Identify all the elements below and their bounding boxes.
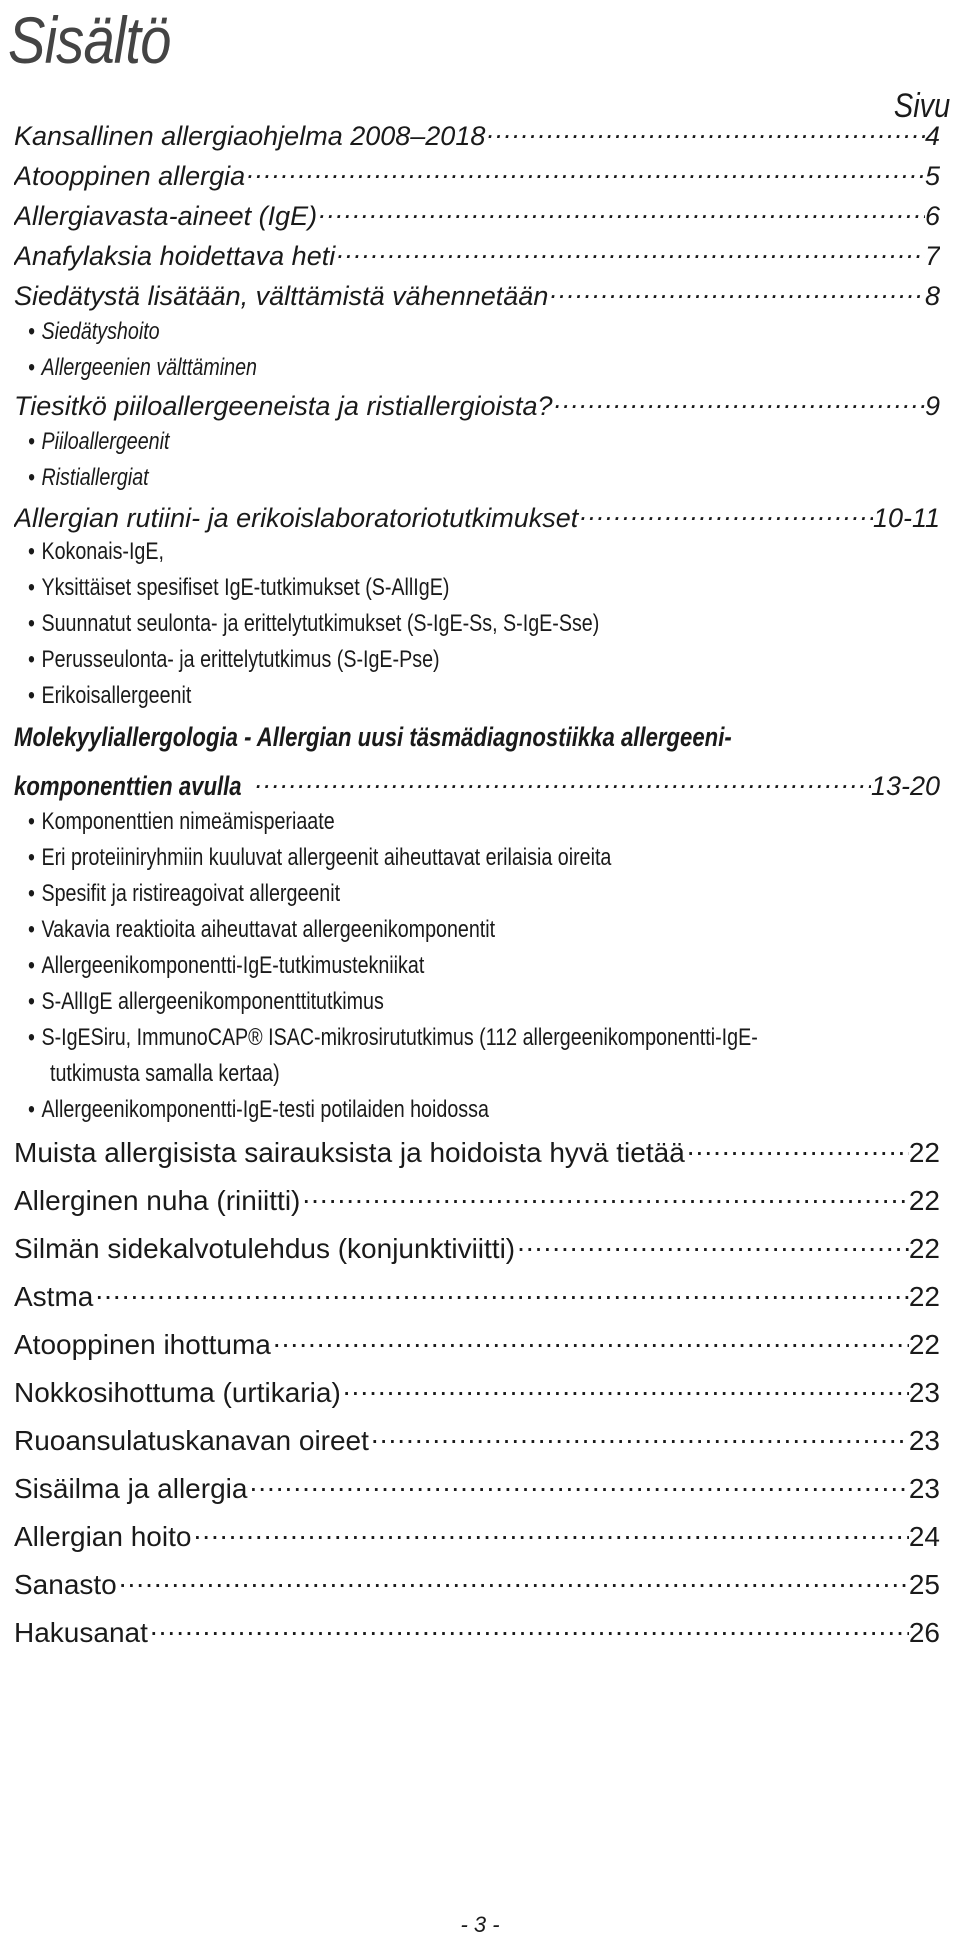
bullet-icon: • (28, 354, 35, 381)
toc-subitem-label: Erikoisallergeenit (41, 682, 192, 709)
toc-entry[interactable] (14, 1518, 940, 1553)
toc-subitem (28, 808, 335, 836)
toc-subitem-continuation (50, 1060, 280, 1088)
toc-subitem-label: Komponenttien nimeämisperiaate (41, 808, 335, 835)
toc-entry-title: Silmän sidekalvotulehdus (konjunktiviitti) (14, 1233, 516, 1264)
toc-entry-title: Muista allergisista sairauksista ja hoidoista hyvä tietää (14, 1137, 685, 1168)
toc-entry[interactable] (14, 388, 940, 422)
bullet-icon: • (28, 880, 35, 907)
toc-subitem (28, 844, 611, 872)
toc-entry-page: 23 (908, 1473, 940, 1504)
toc-subitem (28, 318, 160, 346)
toc-subitem-label: Perusseulonta- ja erittelytutkimus (S-IgE-Pse) (41, 646, 440, 673)
toc-entry-title: Hakusanat (14, 1617, 148, 1648)
toc-leader-dots (515, 1230, 909, 1258)
toc-entry-title-line2: komponenttien avulla (14, 771, 242, 801)
toc-entry-page: 9 (924, 391, 940, 421)
toc-entry-title: Siedätystä lisätään, välttämistä vähennetään (14, 281, 549, 311)
toc-subitem (28, 988, 384, 1016)
toc-entry[interactable] (14, 1566, 940, 1601)
toc-subitem-label: Eri proteiiniryhmiin kuuluvat allergeenit aiheuttavat erilaisia oireita (41, 844, 612, 871)
toc-entry-title: Ruoansulatuskanavan oireet (14, 1425, 369, 1456)
toc-entry[interactable] (14, 1278, 940, 1313)
toc-subitem (28, 610, 599, 638)
bullet-icon: • (28, 1096, 35, 1123)
page-column-header: Sivu (893, 87, 950, 125)
toc-entry-page: 10-11 (872, 503, 940, 533)
toc-subitem-label: Allergeenikomponentti-IgE-testi potilaiden hoidossa (41, 1096, 489, 1123)
bullet-icon: • (28, 464, 35, 491)
toc-entry-title: Atooppinen allergia (14, 161, 246, 191)
toc-subitem-label: S-IgESiru, ImmunoCAP® ISAC-mikrosirututkimus (112 allergeenikomponentti-IgE- (41, 1024, 758, 1051)
toc-leader-dots (254, 768, 871, 795)
toc-entry-page: 23 (908, 1425, 940, 1456)
toc-subitem-label: Piiloallergeenit (41, 428, 170, 455)
toc-entry-page: 8 (924, 281, 940, 311)
toc-subitem-label: Spesifit ja ristireagoivat allergeenit (41, 880, 341, 907)
bullet-icon: • (28, 428, 35, 455)
toc-leader-dots (341, 1374, 909, 1402)
toc-leader-dots (148, 1614, 909, 1642)
toc-leader-dots (191, 1518, 908, 1546)
toc-subitem (28, 354, 257, 382)
toc-subitem (28, 880, 340, 908)
toc-entry[interactable] (14, 158, 940, 192)
toc-subitem-label: Allergeenien välttäminen (41, 354, 257, 381)
bullet-icon: • (28, 610, 35, 637)
toc-leader-dots (548, 278, 925, 305)
toc-entry-title: Astma (14, 1281, 94, 1312)
bullet-icon: • (28, 574, 35, 601)
toc-entry-page: 23 (908, 1377, 940, 1408)
toc-entry[interactable] (14, 1134, 940, 1169)
toc-entry-page: 6 (924, 201, 940, 231)
toc-entry-page: 22 (908, 1137, 940, 1168)
toc-subitem (28, 1024, 758, 1052)
toc-entry[interactable] (14, 1326, 940, 1361)
toc-subitem-label: Suunnatut seulonta- ja erittelytutkimukset (S-IgE-Ss, S-IgE-Sse) (41, 610, 600, 637)
toc-entry-page: 7 (924, 241, 940, 271)
bullet-icon: • (28, 952, 35, 979)
toc-entry[interactable] (14, 1374, 940, 1409)
toc-entry-title: Sanasto (14, 1569, 117, 1600)
toc-entry[interactable] (14, 1182, 940, 1217)
toc-entry[interactable] (14, 1230, 940, 1265)
toc-subitem-label: Yksittäiset spesifiset IgE-tutkimukset (S-AllIgE) (41, 574, 450, 601)
toc-subitem (28, 464, 149, 492)
toc-leader-dots (247, 1470, 908, 1498)
toc-entry[interactable] (14, 278, 940, 312)
toc-leader-dots (685, 1134, 909, 1162)
bullet-icon: • (28, 988, 35, 1015)
toc-entry[interactable] (14, 768, 940, 802)
toc-subitem (28, 646, 440, 674)
toc-leader-dots (317, 198, 925, 225)
toc-entry[interactable] (14, 1614, 940, 1649)
toc-entry-page: 13-20 (870, 771, 940, 801)
bullet-icon: • (28, 808, 35, 835)
toc-leader-dots (578, 500, 873, 527)
toc-subitem (28, 952, 424, 980)
toc-leader-dots (245, 158, 925, 185)
toc-subitem-label: Siedätyshoito (41, 318, 160, 345)
toc-entry-page: 22 (908, 1233, 940, 1264)
toc-entry-page: 22 (908, 1185, 940, 1216)
toc-leader-dots (335, 238, 925, 265)
toc-entry-title: Tiesitkö piiloallergeeneista ja ristiallergioista? (14, 391, 553, 421)
toc-subitem (28, 574, 449, 602)
page-title: Sisältö (8, 3, 171, 77)
bullet-icon: • (28, 646, 35, 673)
bullet-icon: • (28, 916, 35, 943)
toc-entry[interactable] (14, 500, 940, 534)
toc-entry-page: 4 (924, 121, 940, 151)
toc-entry[interactable] (14, 1470, 940, 1505)
toc-subitem-label: S-AllIgE allergeenikomponenttitutkimus (41, 988, 384, 1015)
toc-subitem-label: tutkimusta samalla kertaa) (50, 1060, 280, 1087)
toc-entry-title: Allergian hoito (14, 1521, 192, 1552)
toc-leader-dots (553, 388, 925, 415)
bullet-icon: • (28, 318, 35, 345)
bullet-icon: • (28, 538, 35, 565)
toc-subitem (28, 682, 191, 710)
toc-leader-dots (369, 1422, 909, 1450)
toc-entry[interactable] (14, 238, 940, 272)
toc-subitem (28, 1096, 489, 1124)
toc-entry-title: Nokkosihottuma (urtikaria) (14, 1377, 341, 1408)
toc-subitem-label: Kokonais-IgE, (41, 538, 164, 565)
toc-entry-title: Sisäilma ja allergia (14, 1473, 248, 1504)
toc-leader-dots (300, 1182, 908, 1210)
toc-entry-title: Allergian rutiini- ja erikoislaboratoriotutkimukset (14, 503, 579, 533)
toc-entry-page: 5 (924, 161, 940, 191)
toc-entry-title: Kansallinen allergiaohjelma 2008–2018 (14, 121, 486, 151)
toc-subitem (28, 916, 495, 944)
toc-subitem-label: Ristiallergiat (41, 464, 149, 491)
toc-leader-dots (485, 118, 925, 145)
toc-subitem-label: Vakavia reaktioita aiheuttavat allergeenikomponentit (41, 916, 496, 943)
toc-entry-title: Atooppinen ihottuma (14, 1329, 271, 1360)
bullet-icon: • (28, 844, 35, 871)
toc-entry-title: Allerginen nuha (riniitti) (14, 1185, 301, 1216)
toc-entry-page: 24 (908, 1521, 940, 1552)
toc-entry-title-line1[interactable]: Molekyyliallergologia - Allergian uusi täsmädiagnostiikka allergeeni- (14, 722, 732, 752)
toc-subitem (28, 428, 169, 456)
toc-entry[interactable] (14, 118, 940, 152)
bullet-icon: • (28, 1024, 35, 1051)
toc-entry-page: 22 (908, 1329, 940, 1360)
toc-subitem (28, 538, 164, 566)
toc-entry[interactable] (14, 1422, 940, 1457)
toc-leader-dots (117, 1566, 909, 1594)
toc-entry-page: 22 (908, 1281, 940, 1312)
toc-entry-page: 25 (908, 1569, 940, 1600)
toc-entry[interactable] (14, 198, 940, 232)
toc-subitem-label: Allergeenikomponentti-IgE-tutkimustekniikat (41, 952, 425, 979)
bullet-icon: • (28, 682, 35, 709)
toc-entry-page: 26 (908, 1617, 940, 1648)
toc-entry-title: Anafylaksia hoidettava heti (14, 241, 336, 271)
toc-leader-dots (93, 1278, 908, 1306)
toc-leader-dots (271, 1326, 909, 1354)
toc-entry-title: Allergiavasta-aineet (IgE) (14, 201, 318, 231)
page-number: - 3 - (460, 1912, 500, 1937)
